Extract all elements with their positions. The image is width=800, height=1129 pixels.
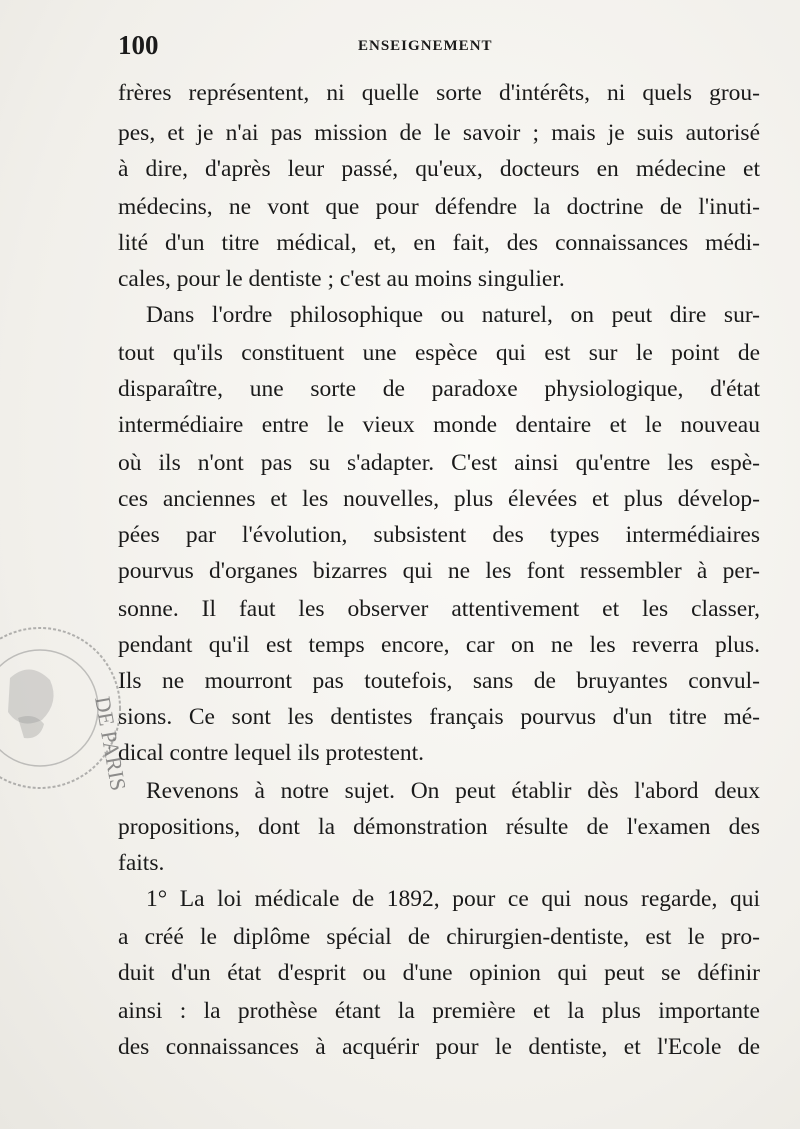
text-line: ces anciennes et les nouvelles, plus élevées et plus dévelop- xyxy=(118,486,760,512)
text-line: faits. xyxy=(118,850,165,876)
text-line: sonne. Il faut les observer attentivement et les classer, xyxy=(118,596,760,622)
text-line: pendant qu'il est temps encore, car on ne les reverra plus. xyxy=(118,632,760,658)
text-line: pées par l'évolution, subsistent des types intermédiaires xyxy=(118,522,760,548)
text-line: cales, pour le dentiste ; c'est au moins singulier. xyxy=(118,266,565,292)
text-line: ainsi : la prothèse étant la première et la plus importante xyxy=(118,998,760,1024)
text-line: sions. Ce sont les dentistes français pourvus d'un titre mé- xyxy=(118,704,760,730)
paragraph-start-line: Dans l'ordre philosophique ou naturel, on peut dire sur- xyxy=(146,302,760,328)
text-line: intermédiaire entre le vieux monde dentaire et le nouveau xyxy=(118,412,760,438)
running-title: ENSEIGNEMENT xyxy=(358,38,493,54)
text-line: a créé le diplôme spécial de chirurgien-dentiste, est le pro- xyxy=(118,924,760,950)
text-line: où ils n'ont pas su s'adapter. C'est ainsi qu'entre les espè- xyxy=(118,450,760,476)
text-line: à dire, d'après leur passé, qu'eux, docteurs en médecine et xyxy=(118,156,760,182)
paragraph-start-line: Revenons à notre sujet. On peut établir dès l'abord deux xyxy=(146,778,760,804)
running-head xyxy=(118,30,758,62)
stamp-seal-graphic xyxy=(0,598,132,838)
text-line: propositions, dont la démonstration résulte de l'examen des xyxy=(118,814,760,840)
page-number: 100 xyxy=(118,30,159,60)
paragraph-start-line: 1° La loi médicale de 1892, pour ce qui nous regarde, qui xyxy=(146,886,760,912)
text-line: dical contre lequel ils protestent. xyxy=(118,740,425,766)
text-line: pourvus d'organes bizarres qui ne les font ressembler à per- xyxy=(118,558,760,584)
stamp-text: DE PARIS xyxy=(90,694,132,793)
text-line: pes, et je n'ai pas mission de le savoir ; mais je suis autorisé xyxy=(118,120,760,146)
text-line: médecins, ne vont que pour défendre la doctrine de l'inuti- xyxy=(118,194,760,220)
text-line: disparaître, une sorte de paradoxe physiologique, d'état xyxy=(118,376,760,402)
text-line: des connaissances à acquérir pour le dentiste, et l'Ecole de xyxy=(118,1034,760,1060)
text-line: lité d'un titre médical, et, en fait, des connaissances médi- xyxy=(118,230,760,256)
text-line: tout qu'ils constituent une espèce qui est sur le point de xyxy=(118,340,760,366)
library-stamp xyxy=(0,598,132,838)
text-line: duit d'un état d'esprit ou d'une opinion qui peut se définir xyxy=(118,960,760,986)
text-line: frères représentent, ni quelle sorte d'intérêts, ni quels grou- xyxy=(118,80,760,106)
text-line: Ils ne mourront pas toutefois, sans de bruyantes convul- xyxy=(118,668,760,694)
